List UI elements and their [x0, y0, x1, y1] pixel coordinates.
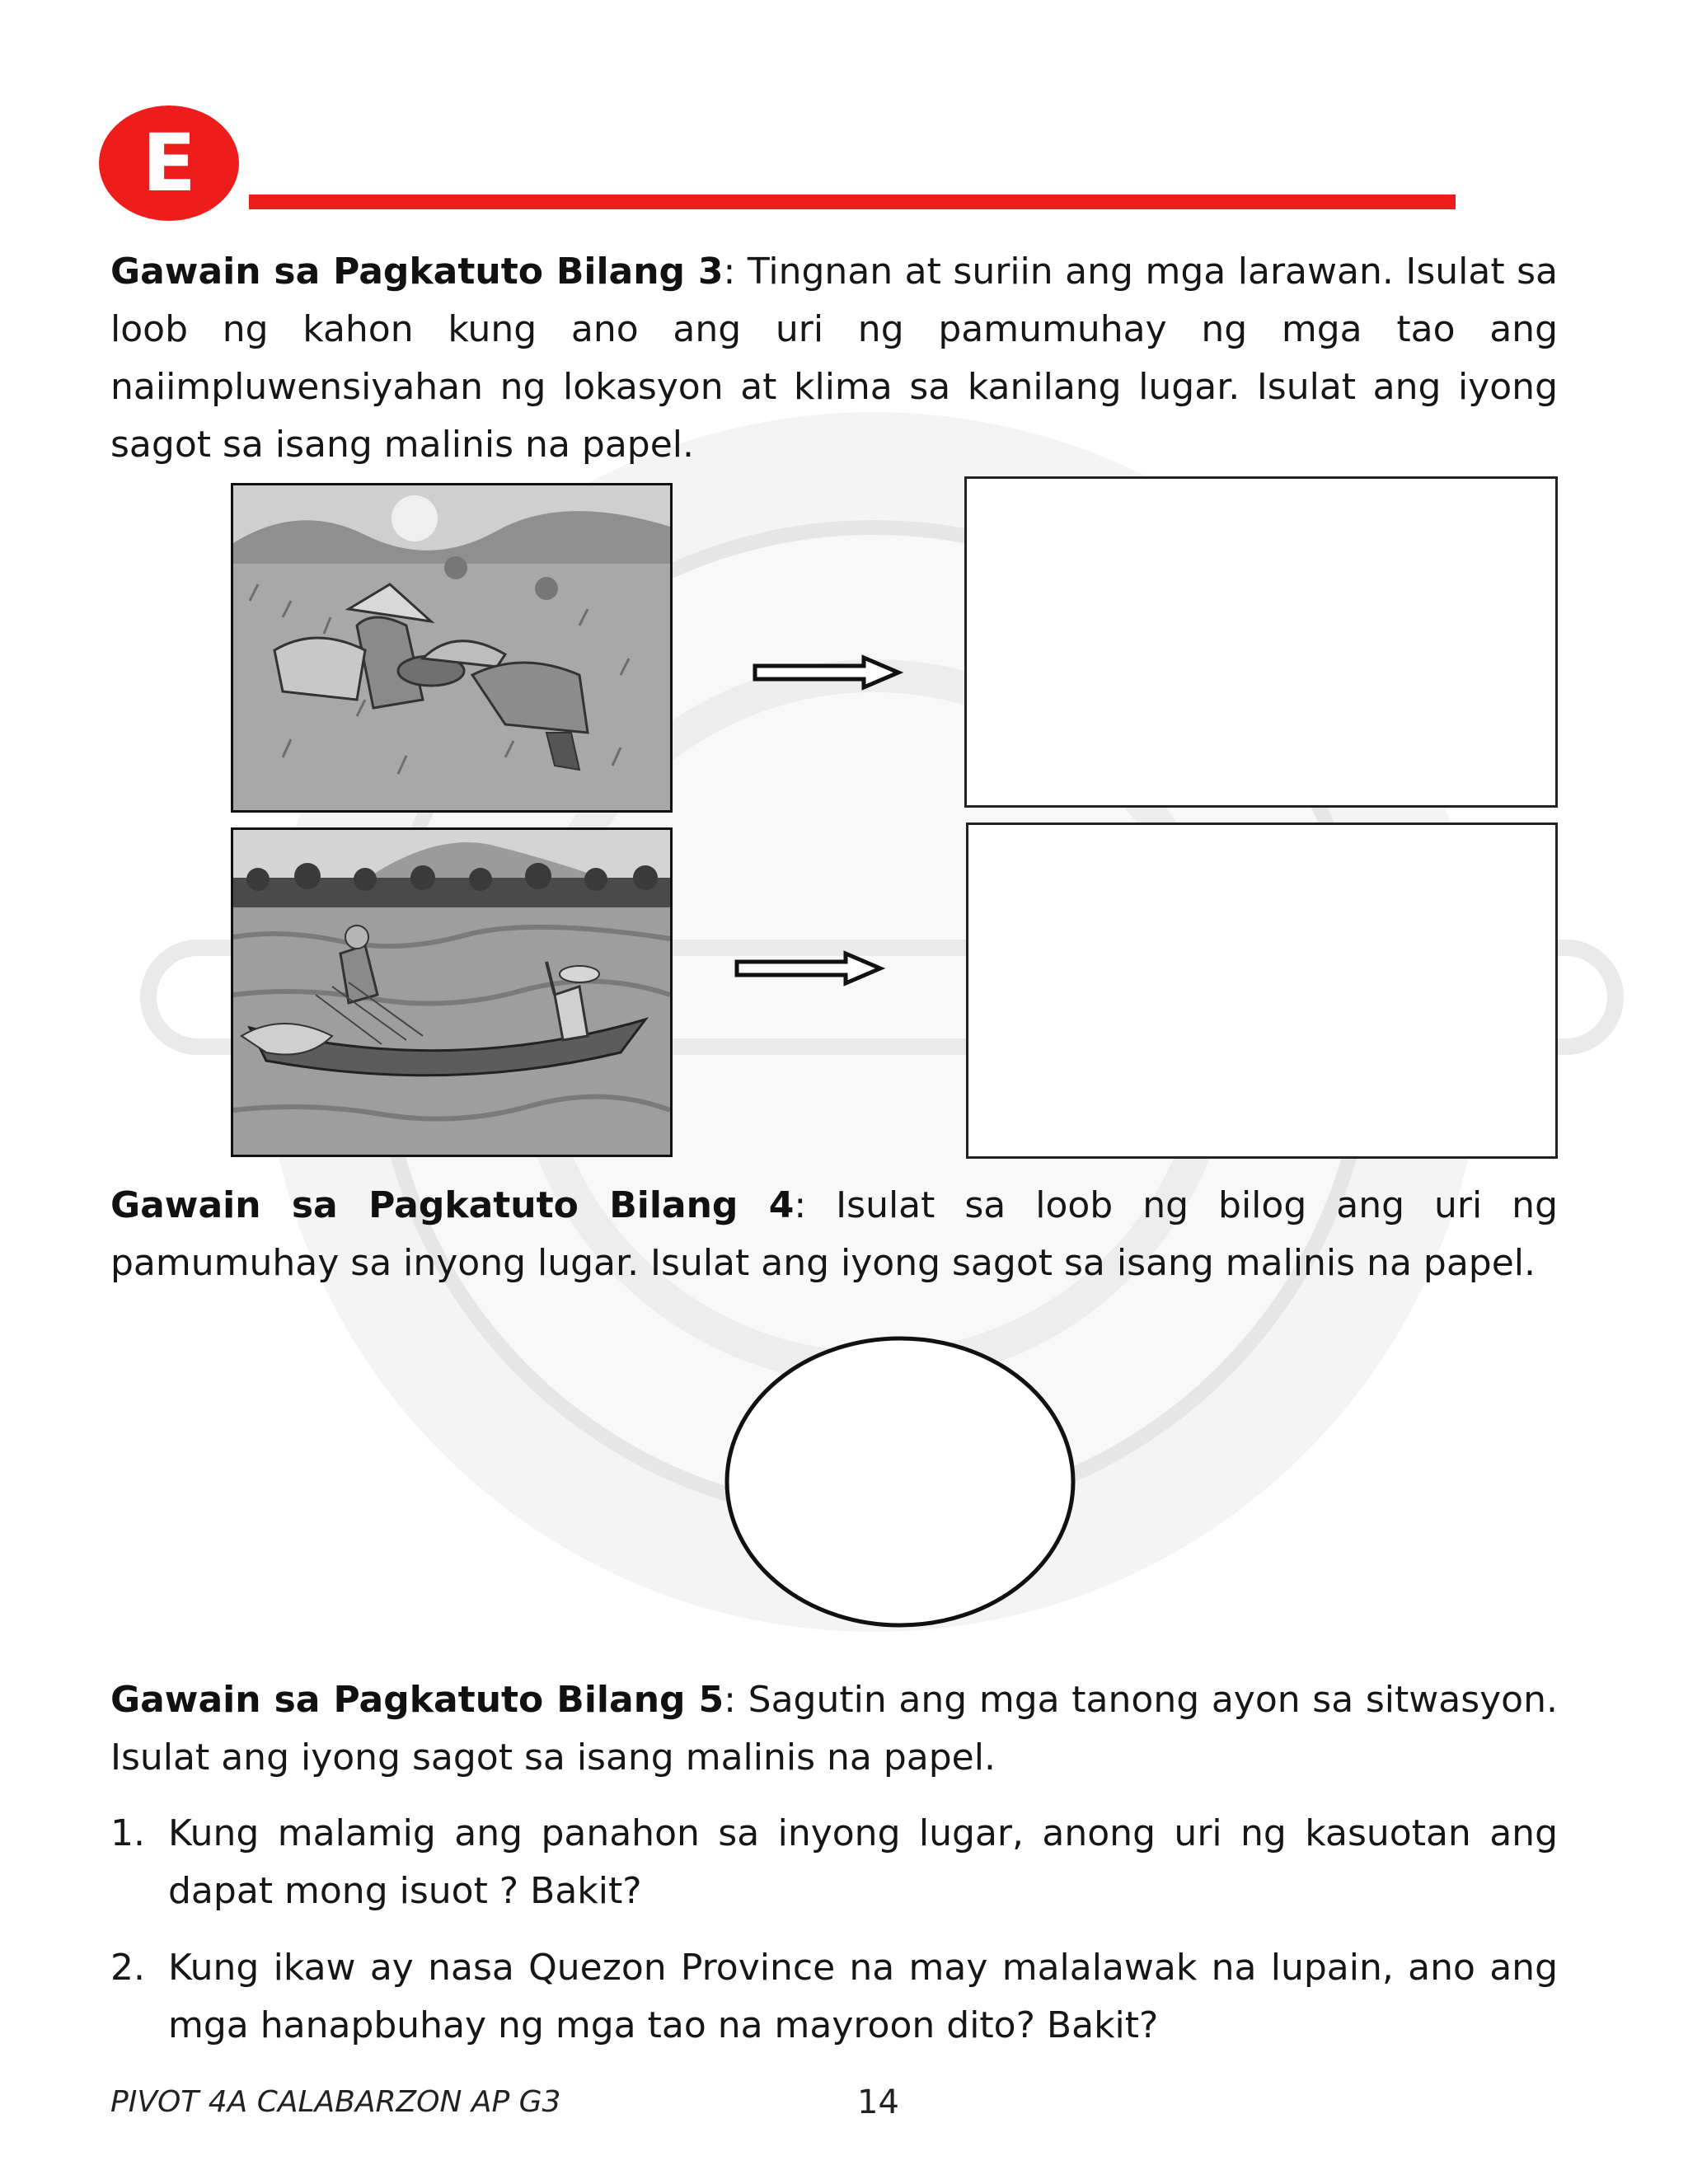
section-badge: [99, 105, 239, 221]
activity5-paragraph: [110, 1671, 1558, 1787]
question-number: 2.: [110, 1947, 145, 1989]
right-arrow-icon: [734, 950, 885, 987]
question-item: [110, 1939, 1558, 2055]
activity3-instructions: : Tingnan at suriin ang mga larawan. Isulat sa loob ng kahon kung ano ang uri ng pamumuhay ng mga tao ang naiimpluwensiyahan ng lokasyon at klima sa kanilang lugar. Isulat ang iyong sagot sa isang malinis na papel.: [110, 251, 1558, 466]
rice-farming-illustration: [231, 483, 673, 813]
question-text: Kung ikaw ay nasa Quezon Province na may malalawak na lupain, ano ang mga hanapbuhay ng mga tao na mayroon dito? Bakit?: [168, 1947, 1558, 2046]
question-item: [110, 1805, 1558, 1920]
right-arrow-icon: [752, 654, 903, 691]
answer-box-1[interactable]: [964, 476, 1558, 808]
question-text: Kung malamig ang panahon sa inyong lugar, anong uri ng kasuotan ang dapat mong isuot ? Bakit?: [168, 1812, 1558, 1912]
activity4-instructions: : Isulat sa loob ng bilog ang uri ng pamumuhay sa inyong lugar. Isulat ang iyong sagot sa isang malinis na papel.: [110, 1184, 1558, 1284]
footer-publication: PIVOT 4A CALABARZON AP G3: [110, 2085, 561, 2119]
answer-circle[interactable]: [722, 1333, 1078, 1630]
activity5-title: Gawain sa Pagkatuto Bilang 5: [110, 1679, 724, 1721]
section-letter: E: [142, 117, 196, 209]
answer-box-2[interactable]: [966, 823, 1558, 1159]
activity3-title: Gawain sa Pagkatuto Bilang 3: [110, 251, 724, 293]
question-number: 1.: [110, 1812, 145, 1854]
fishing-illustration: [231, 827, 673, 1157]
header-rule: [249, 194, 1456, 209]
activity5-instructions: : Sagutin ang mga tanong ayon sa sitwasyon. Isulat ang iyong sagot sa isang malinis na papel.: [110, 1679, 1558, 1779]
activity3-paragraph: [110, 243, 1558, 474]
activity4-paragraph: [110, 1177, 1558, 1292]
activity4-title: Gawain sa Pagkatuto Bilang 4: [110, 1184, 795, 1226]
page-number: 14: [857, 2083, 899, 2121]
